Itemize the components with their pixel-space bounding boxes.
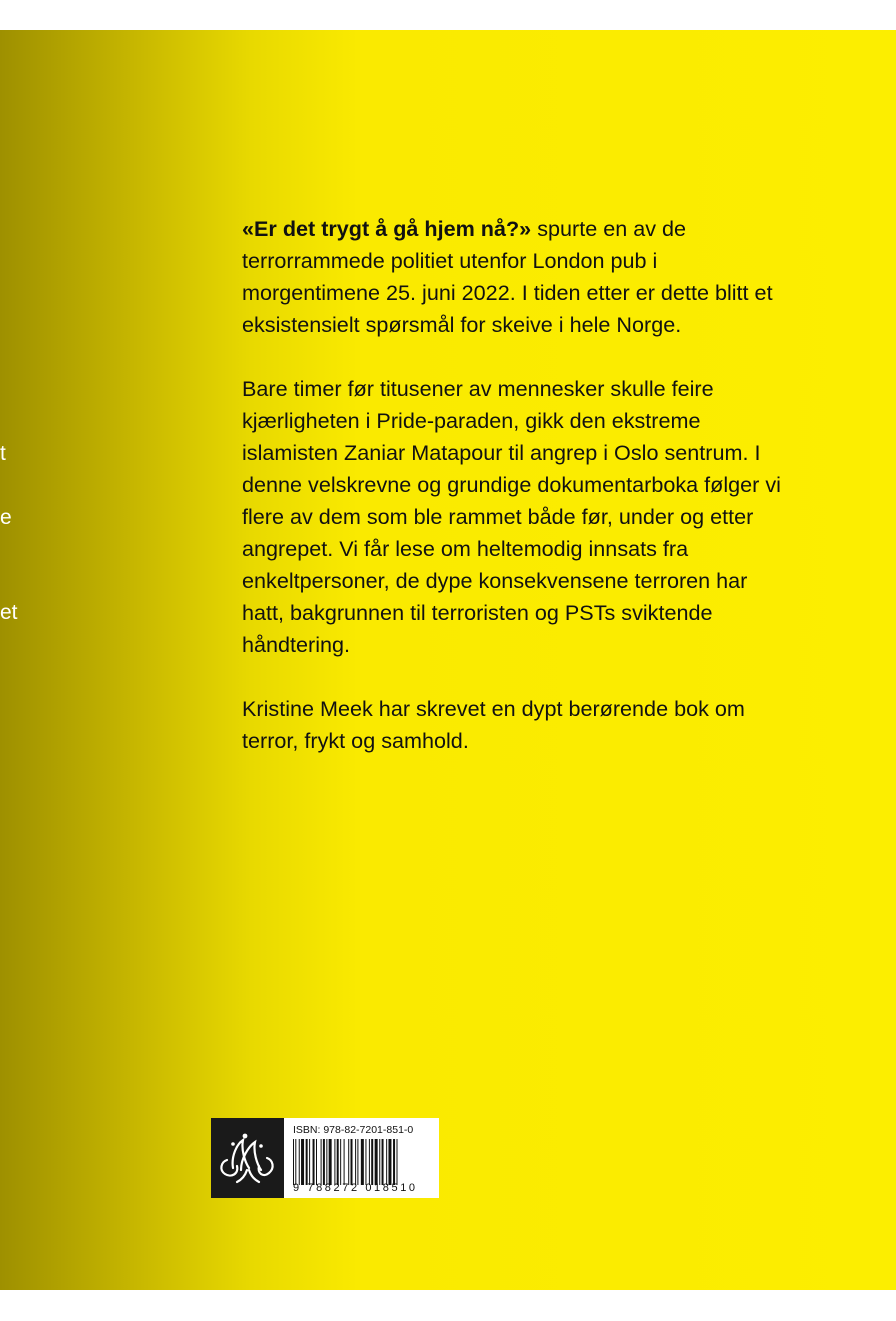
barcode-digits: 9 788272 018510 [293, 1182, 418, 1194]
barcode-bar [357, 1139, 358, 1185]
barcode-bar [293, 1139, 294, 1185]
publisher-logo [211, 1118, 284, 1198]
blurb-paragraph-1 [242, 213, 787, 341]
barcode-bar [313, 1139, 315, 1185]
barcode-bar [295, 1139, 296, 1185]
barcode-bar [369, 1139, 370, 1185]
barcode-bar [355, 1139, 356, 1185]
isbn-barcode [284, 1118, 439, 1198]
spine-text-fragment: et [0, 601, 18, 624]
barcode-bar [309, 1139, 310, 1185]
barcode-bar [337, 1139, 339, 1185]
barcode-bar [348, 1139, 349, 1185]
barcode-bar [382, 1139, 384, 1185]
barcode-bar [326, 1139, 327, 1185]
publisher-monogram-icon [211, 1118, 284, 1198]
barcode-bar [323, 1139, 325, 1185]
barcode-bar [334, 1139, 335, 1185]
back-cover-blurb [242, 213, 787, 789]
barcode-bars [293, 1139, 431, 1185]
blurb-paragraph-2: Bare timer før titusener av mennesker skulle feire kjærligheten i Pride-paraden, gikk den ekstreme islamisten Zaniar Matapour til angrep i Oslo sentrum. I denne velskrevne og grundige dokumentarboka følger vi flere av dem som ble rammet både før, under og etter angrepet. Vi får lese om heltemodig innsats fra enkeltpersoner, de dype konsekvensene terroren har hatt, bakgrunnen til terroristen og PSTs sviktende håndtering. [242, 376, 781, 657]
barcode-bar [316, 1139, 317, 1185]
spine-text-fragment: e [0, 506, 12, 529]
barcode-bar [340, 1139, 341, 1185]
blurb-lead-quote: «Er det trygt å gå hjem nå?» [242, 216, 532, 241]
barcode-bar [361, 1139, 364, 1185]
barcode-bar [344, 1139, 345, 1185]
barcode-bar [388, 1139, 391, 1185]
barcode-bar [299, 1139, 300, 1185]
barcode-bar [301, 1139, 304, 1185]
blurb-lead-text: spurte en av de terrorrammede politiet utenfor London pub i morgentimene 25. juni 2022. I tiden etter er dette blitt et eksistensielt spørsmål for skeive i hele Norge. [242, 216, 773, 337]
barcode-bar [393, 1139, 395, 1185]
barcode-bar [329, 1139, 332, 1185]
barcode-bar [379, 1139, 380, 1185]
barcode-bar [386, 1139, 387, 1185]
isbn-label: ISBN: 978-82-7201-851-0 [293, 1124, 414, 1136]
barcode-bar [397, 1139, 398, 1185]
barcode-bar [365, 1139, 366, 1185]
barcode-bar [306, 1139, 308, 1185]
barcode-bar [375, 1139, 378, 1185]
blurb-paragraph-3: Kristine Meek har skrevet en dypt berørende bok om terror, frykt og samhold. [242, 696, 745, 753]
barcode-bar [351, 1139, 353, 1185]
barcode-bar [371, 1139, 373, 1185]
spine-text-fragment: t [0, 442, 6, 465]
barcode-bar [321, 1139, 322, 1185]
